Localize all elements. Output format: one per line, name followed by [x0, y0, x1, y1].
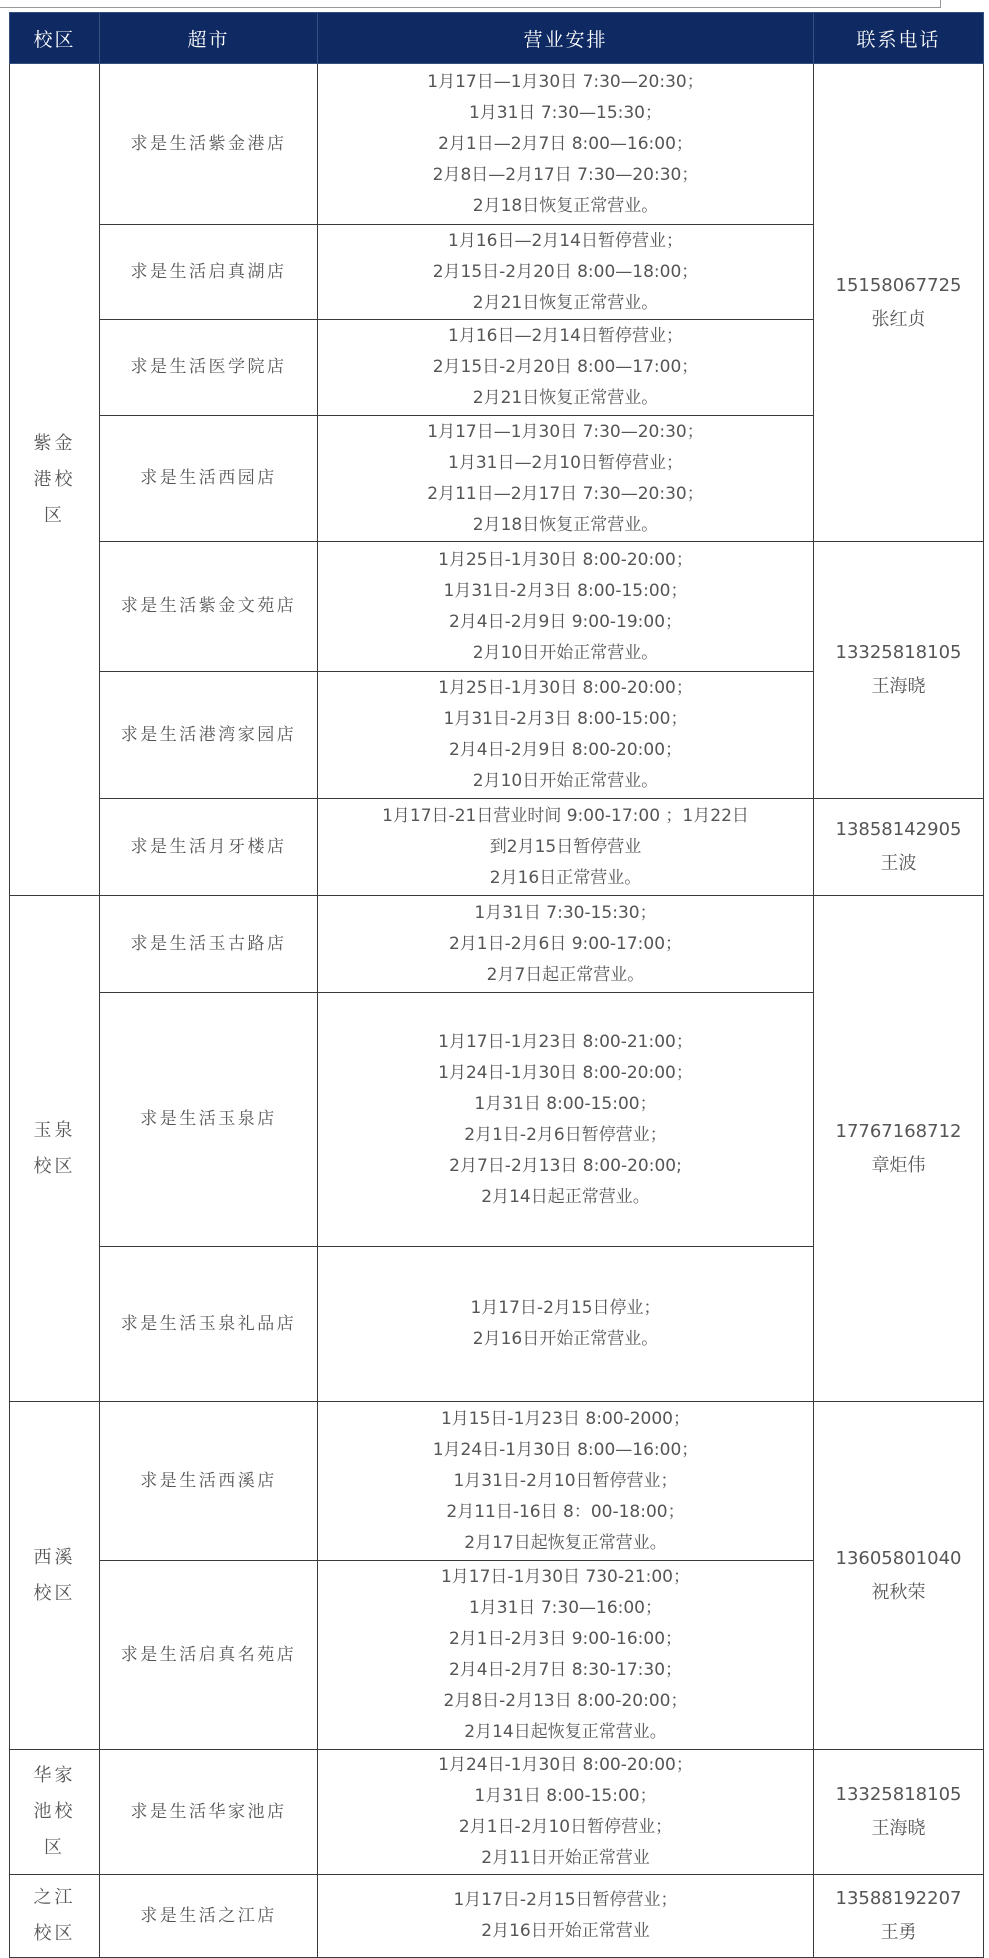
table-row: [10, 799, 984, 896]
contact-person: 王海晓: [871, 1818, 926, 1839]
schedule-line: 1月31日-2月3日 8:00-15:00；: [443, 580, 688, 601]
schedule-line: 2月4日-2月9日 9:00-19:00；: [448, 611, 683, 632]
contact-phone: 13325818105: [835, 642, 962, 663]
table-row: [10, 896, 984, 993]
schedule-line: 1月31日-2月3日 8:00-15:00；: [443, 709, 688, 729]
schedule-line: 2月11日—2月17日 7:30—20:30；: [427, 483, 704, 504]
table-row: [10, 1402, 984, 1561]
table-row: [10, 542, 984, 672]
campus-cell: 之江校区: [10, 1875, 100, 1958]
contact-phone: 13605801040: [835, 1547, 962, 1569]
contact-cell: [814, 1750, 984, 1875]
schedule-line: 2月1日-2月10日暂停营业；: [458, 1817, 673, 1837]
contact-person: 王波: [880, 853, 917, 874]
schedule-cell: [318, 672, 814, 799]
top-border-line: [940, 0, 941, 8]
schedule-line: 1月17日—1月30日 7:30—20:30；: [427, 71, 704, 92]
table-body: [10, 64, 984, 1958]
contact-person: 祝秋荣: [871, 1581, 926, 1603]
schedule-line: 1月31日 7:30—16:00；: [468, 1598, 663, 1618]
schedule-line: 2月7日-2月13日 8:00-20:00;: [449, 1155, 682, 1176]
schedule-line: 2月16日正常营业。: [489, 867, 642, 888]
store-name-cell: 求是生活月牙楼店: [100, 799, 318, 896]
schedule-line: 1月31日—2月10日暂停营业；: [448, 452, 683, 473]
schedule-line: 1月24日-1月30日 8:00—16:00；: [432, 1439, 699, 1460]
schedule-line: 到2月15日暂停营业: [489, 836, 642, 857]
table-row: [10, 1750, 984, 1875]
top-border-line: [0, 7, 940, 8]
schedule-line: 1月15日-1月23日 8:00-2000；: [440, 1408, 690, 1429]
schedule-line: 1月31日 8:00-15:00；: [474, 1093, 657, 1114]
store-name-cell: 求是生活启真名苑店: [100, 1561, 318, 1750]
schedule-line: 2月1日-2月3日 9:00-16:00；: [448, 1629, 683, 1649]
schedule-line: 2月11日开始正常营业: [481, 1848, 650, 1868]
header-store: 超市: [100, 13, 318, 64]
schedule-line: 1月25日-1月30日 8:00-20:00；: [438, 678, 693, 698]
campus-cell: 西溪校区: [10, 1402, 100, 1750]
schedule-line: 2月4日-2月9日 8:00-20:00；: [448, 740, 683, 760]
contact-phone: 17767168712: [835, 1120, 962, 1142]
schedule-cell: [318, 1402, 814, 1561]
schedule-line: 2月16日开始正常营业。: [472, 1329, 659, 1349]
supermarket-schedule-table: [9, 12, 984, 1958]
campus-cell: 华家池校区: [10, 1750, 100, 1875]
contact-phone: 13858142905: [835, 819, 962, 840]
table-row: [10, 1875, 984, 1958]
store-name-cell: 求是生活西溪店: [100, 1402, 318, 1561]
schedule-line: 2月15日-2月20日 8:00—18:00；: [432, 261, 699, 282]
schedule-line: 2月4日-2月7日 8:30-17:30；: [448, 1660, 683, 1680]
store-name-cell: 求是生活之江店: [100, 1875, 318, 1958]
contact-cell: [814, 799, 984, 896]
table-header-row: [10, 13, 984, 64]
schedule-cell: [318, 225, 814, 320]
store-name-cell: 求是生活启真湖店: [100, 225, 318, 320]
schedule-cell: [318, 1750, 814, 1875]
schedule-line: 2月14日起恢复正常营业。: [464, 1722, 667, 1742]
store-name-cell: 求是生活玉泉礼品店: [100, 1247, 318, 1402]
store-name-cell: 求是生活玉古路店: [100, 896, 318, 993]
schedule-line: 2月10日开始正常营业。: [472, 771, 659, 791]
schedule-cell: [318, 799, 814, 896]
schedule-line: 2月7日起正常营业。: [486, 964, 645, 985]
schedule-line: 1月17日-1月30日 730-21:00；: [440, 1567, 690, 1587]
schedule-cell: [318, 1561, 814, 1750]
store-name-cell: 求是生活紫金港店: [100, 64, 318, 225]
schedule-line: 2月21日恢复正常营业。: [472, 388, 659, 408]
schedule-line: 2月21日恢复正常营业。: [472, 292, 659, 313]
schedule-line: 1月24日-1月30日 8:00-20:00；: [438, 1755, 693, 1775]
schedule-cell: [318, 993, 814, 1247]
contact-cell: [814, 896, 984, 1402]
contact-cell: [814, 1402, 984, 1750]
contact-cell: [814, 542, 984, 799]
schedule-line: 1月24日-1月30日 8:00-20:00；: [438, 1062, 693, 1083]
schedule-line: 2月1日-2月6日暂停营业；: [464, 1124, 667, 1145]
schedule-cell: [318, 1247, 814, 1402]
schedule-cell: [318, 416, 814, 542]
schedule-line: 1月31日 7:30-15:30；: [474, 902, 657, 923]
contact-phone: 13588192207: [835, 1888, 962, 1909]
schedule-line: 1月17日-2月15日暂停营业；: [453, 1890, 678, 1910]
schedule-line: 2月18日恢复正常营业。: [472, 514, 659, 535]
store-name-cell: 求是生活华家池店: [100, 1750, 318, 1875]
schedule-line: 1月31日 8:00-15:00；: [474, 1786, 657, 1806]
schedule-cell: [318, 542, 814, 672]
header-campus: 校区: [10, 13, 100, 64]
schedule-line: 1月17日-21日营业时间 9:00-17:00 ；1月22日: [382, 805, 749, 826]
schedule-cell: [318, 64, 814, 225]
header-contact: 联系电话: [814, 13, 984, 64]
schedule-line: 2月18日恢复正常营业。: [472, 195, 659, 216]
schedule-line: 2月11日-16日 8：00-18:00；: [446, 1501, 685, 1522]
schedule-cell: [318, 320, 814, 416]
schedule-line: 1月31日 7:30—15:30；: [468, 102, 663, 123]
schedule-line: 2月10日开始正常营业。: [472, 642, 659, 663]
schedule-line: 1月31日-2月10日暂停营业；: [453, 1470, 678, 1491]
contact-person: 王海晓: [871, 676, 926, 697]
schedule-cell: [318, 896, 814, 993]
contact-person: 张红贞: [871, 308, 926, 330]
contact-cell: [814, 1875, 984, 1958]
store-name-cell: 求是生活玉泉店: [100, 993, 318, 1247]
header-schedule: 营业安排: [318, 13, 814, 64]
schedule-line: 2月8日-2月13日 8:00-20:00；: [443, 1691, 688, 1711]
table-row: [10, 64, 984, 225]
campus-cell: 玉泉校区: [10, 896, 100, 1402]
contact-cell: [814, 64, 984, 542]
contact-phone: 13325818105: [835, 1784, 962, 1805]
store-name-cell: 求是生活医学院店: [100, 320, 318, 416]
schedule-line: 2月1日-2月6日 9:00-17:00；: [448, 933, 683, 954]
schedule-line: 2月8日—2月17日 7:30—20:30；: [432, 164, 699, 185]
store-name-cell: 求是生活西园店: [100, 416, 318, 542]
schedule-line: 2月16日开始正常营业: [481, 1921, 650, 1941]
store-name-cell: 求是生活紫金文苑店: [100, 542, 318, 672]
contact-phone: 15158067725: [835, 274, 962, 296]
schedule-line: 1月16日—2月14日暂停营业；: [448, 230, 683, 251]
schedule-line: 1月25日-1月30日 8:00-20:00；: [438, 549, 693, 570]
schedule-line: 2月17日起恢复正常营业。: [464, 1532, 667, 1553]
contact-person: 章炬伟: [871, 1154, 926, 1176]
schedule-cell: [318, 1875, 814, 1958]
schedule-line: 1月17日-1月23日 8:00-21:00；: [438, 1031, 693, 1052]
schedule-line: 1月17日—1月30日 7:30—20:30；: [427, 421, 704, 442]
schedule-line: 2月14日起正常营业。: [481, 1186, 650, 1207]
schedule-line: 2月15日-2月20日 8:00—17:00；: [432, 357, 699, 377]
schedule-line: 1月16日—2月14日暂停营业；: [448, 326, 683, 346]
campus-cell: 紫金港校区: [10, 64, 100, 896]
store-name-cell: 求是生活港湾家园店: [100, 672, 318, 799]
schedule-line: 1月17日-2月15日停业；: [470, 1298, 661, 1318]
contact-person: 王勇: [880, 1922, 917, 1943]
schedule-line: 2月1日—2月7日 8:00—16:00；: [438, 133, 693, 154]
